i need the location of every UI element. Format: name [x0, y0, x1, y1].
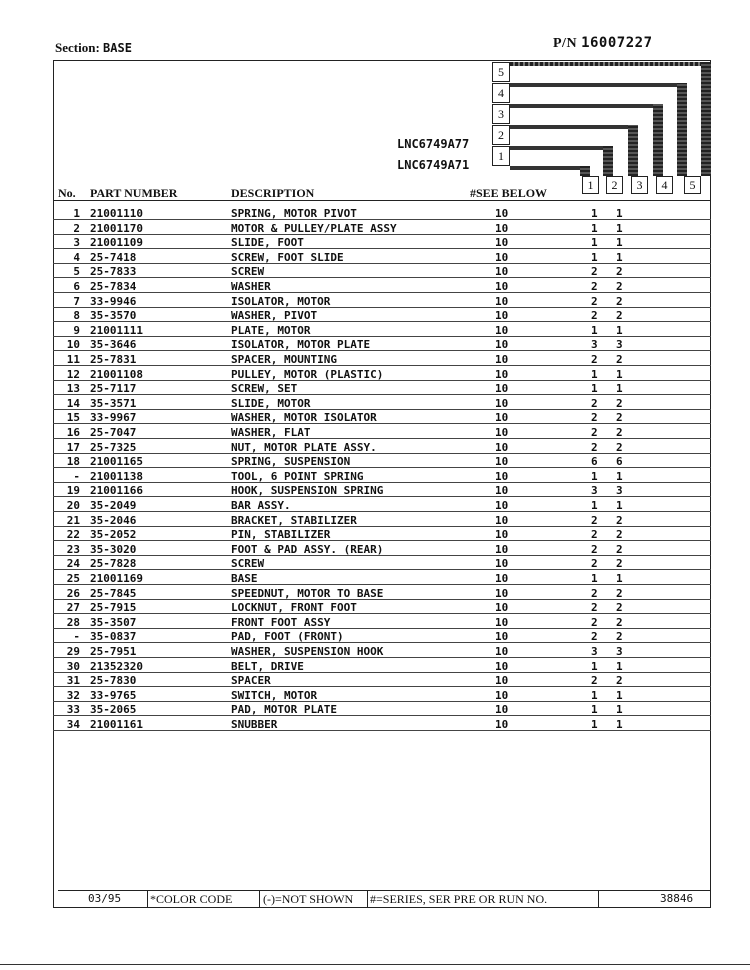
row-rule [53, 453, 711, 454]
row-qty-2: 2 [616, 280, 623, 293]
col-header-part-number: PART NUMBER [90, 186, 178, 200]
footer-sep-3 [367, 890, 368, 907]
row-see-below: 10 [495, 338, 509, 352]
row-number: 32 [66, 688, 80, 702]
row-description: WASHER, PIVOT [231, 309, 318, 323]
row-part-number: 25-7833 [90, 265, 137, 279]
row-number: 23 [66, 542, 80, 556]
row-rule [53, 657, 711, 658]
row-qty-1: 1 [591, 703, 598, 717]
row-number: 26 [66, 586, 80, 600]
row-part-number: 21001161 [90, 718, 143, 731]
row-rule [53, 482, 711, 483]
row-qty-1: 3 [591, 338, 598, 352]
row-qty-2: 2 [616, 674, 623, 688]
row-see-below: 10 [495, 557, 509, 571]
row-rule [53, 730, 711, 731]
row-description: SPACER, MOUNTING [231, 353, 337, 366]
footer-series: #=SERIES, SER PRE OR RUN NO. [370, 892, 548, 906]
row-qty-2: 1 [616, 499, 623, 512]
row-rule [53, 628, 711, 629]
qty-col-header-3: 3 [631, 176, 648, 194]
row-description: MOTOR & PULLEY/PLATE ASSY [231, 221, 397, 235]
col-header-description: DESCRIPTION [231, 186, 315, 200]
row-number: 13 [66, 382, 80, 396]
row-qty-2: 2 [616, 542, 623, 556]
row-see-below: 10 [495, 367, 509, 381]
pn-value: 16007227 [581, 35, 653, 51]
row-rule [53, 584, 711, 585]
row-number: 6 [73, 280, 80, 293]
row-number: 30 [66, 659, 80, 673]
row-number: - [73, 630, 80, 644]
row-see-below: 10 [495, 353, 509, 366]
row-rule [53, 672, 711, 673]
row-see-below: 10 [495, 382, 509, 396]
row-qty-2: 1 [616, 236, 623, 250]
row-qty-2: 3 [616, 484, 623, 498]
row-see-below: 10 [495, 528, 509, 542]
row-qty-2: 2 [616, 426, 623, 439]
row-see-below: 10 [495, 411, 509, 425]
row-part-number: 25-7828 [90, 557, 137, 571]
row-number: 5 [73, 265, 80, 279]
row-qty-1: 2 [591, 309, 598, 323]
row-qty-2: 1 [616, 323, 623, 337]
footer-not-shown: (-)=NOT SHOWN [263, 892, 354, 906]
row-see-below: 10 [495, 426, 509, 439]
row-part-number: 21001111 [90, 323, 143, 337]
row-qty-2: 2 [616, 294, 623, 308]
row-see-below: 10 [495, 718, 509, 731]
row-number: 9 [73, 323, 80, 337]
row-qty-1: 1 [591, 659, 598, 673]
row-description: BAR ASSY. [231, 499, 291, 512]
row-see-below: 10 [495, 484, 509, 498]
row-see-below: 10 [495, 221, 509, 235]
row-qty-1: 1 [591, 323, 598, 337]
row-qty-1: 6 [591, 455, 598, 469]
qty-col-header-1: 1 [582, 176, 599, 194]
row-rule [53, 234, 711, 235]
row-description: WASHER, MOTOR ISOLATOR [231, 411, 377, 425]
row-qty-2: 2 [616, 513, 623, 527]
row-part-number: 21001166 [90, 484, 143, 498]
row-part-number: 35-2065 [90, 703, 137, 717]
row-part-number: 25-7831 [90, 353, 137, 366]
step-bar-3 [653, 104, 663, 176]
row-description: WASHER [231, 280, 271, 293]
row-description: SNUBBER [231, 718, 278, 731]
row-description: ISOLATOR, MOTOR [231, 294, 331, 308]
header-rule [53, 200, 711, 201]
row-description: FOOT & PAD ASSY. (REAR) [231, 542, 384, 556]
row-qty-1: 2 [591, 411, 598, 425]
row-qty-1: 1 [591, 688, 598, 702]
row-qty-2: 3 [616, 645, 623, 658]
row-qty-2: 2 [616, 309, 623, 323]
row-number: 24 [66, 557, 80, 571]
row-number: 20 [66, 499, 80, 512]
model-number-a77: LNC6749A77 [397, 137, 470, 151]
footer-sep-2 [259, 890, 260, 907]
row-qty-1: 2 [591, 513, 598, 527]
row-see-below: 10 [495, 601, 509, 615]
row-number: 27 [66, 601, 80, 615]
row-part-number: 33-9946 [90, 294, 137, 308]
row-part-number: 25-7845 [90, 586, 137, 600]
row-rule [53, 438, 711, 439]
row-qty-1: 1 [591, 250, 598, 264]
row-number: 34 [66, 718, 80, 731]
step-bar-2 [628, 125, 638, 176]
row-see-below: 10 [495, 469, 509, 483]
row-qty-1: 1 [591, 207, 598, 220]
row-rule [53, 365, 711, 366]
row-part-number: 35-3020 [90, 542, 137, 556]
row-part-number: 21001138 [90, 469, 143, 483]
row-qty-1: 2 [591, 586, 598, 600]
row-qty-1: 1 [591, 499, 598, 512]
row-qty-2: 2 [616, 630, 623, 644]
row-number: 25 [66, 572, 80, 585]
row-description: NUT, MOTOR PLATE ASSY. [231, 440, 377, 454]
row-qty-1: 2 [591, 557, 598, 571]
step-line-1 [510, 146, 612, 150]
row-qty-2: 1 [616, 703, 623, 717]
row-number: 11 [66, 353, 80, 366]
row-rule [53, 219, 711, 220]
row-part-number: 25-7951 [90, 645, 137, 658]
row-see-below: 10 [495, 236, 509, 250]
row-part-number: 21001165 [90, 455, 143, 469]
row-see-below: 10 [495, 499, 509, 512]
row-rule [53, 715, 711, 716]
row-number: - [73, 469, 80, 483]
row-see-below: 10 [495, 615, 509, 629]
row-description: SPACER [231, 674, 271, 688]
row-qty-1: 1 [591, 718, 598, 731]
section-value: BASE [103, 41, 132, 55]
row-part-number: 35-2046 [90, 513, 137, 527]
row-rule [53, 307, 711, 308]
row-description: SLIDE, MOTOR [231, 396, 311, 410]
row-qty-1: 2 [591, 265, 598, 279]
row-number: 10 [66, 338, 80, 352]
row-see-below: 10 [495, 688, 509, 702]
row-qty-1: 2 [591, 280, 598, 293]
row-see-below: 10 [495, 513, 509, 527]
row-rule [53, 409, 711, 410]
row-description: PULLEY, MOTOR (PLASTIC) [231, 367, 384, 381]
row-see-below: 10 [495, 645, 509, 658]
footer-color-code: *COLOR CODE [150, 892, 233, 906]
row-see-below: 10 [495, 542, 509, 556]
row-number: 28 [66, 615, 80, 629]
part-number-heading [553, 35, 653, 52]
row-description: PIN, STABILIZER [231, 528, 331, 542]
step-bar-4 [677, 83, 687, 176]
row-see-below: 10 [495, 396, 509, 410]
row-qty-2: 2 [616, 528, 623, 542]
row-number: 15 [66, 411, 80, 425]
row-qty-1: 1 [591, 367, 598, 381]
row-qty-1: 2 [591, 426, 598, 439]
step-line-4 [510, 83, 686, 87]
row-qty-2: 2 [616, 353, 623, 366]
row-qty-1: 2 [591, 353, 598, 366]
section-label: Section: [55, 40, 100, 55]
row-description: BELT, DRIVE [231, 659, 304, 673]
row-description: SPRING, MOTOR PIVOT [231, 207, 357, 220]
row-number: 17 [66, 440, 80, 454]
step-line-3 [510, 104, 662, 108]
row-part-number: 25-7915 [90, 601, 137, 615]
row-qty-2: 2 [616, 440, 623, 454]
row-part-number: 33-9765 [90, 688, 137, 702]
row-qty-1: 1 [591, 469, 598, 483]
row-see-below: 10 [495, 455, 509, 469]
row-part-number: 21001108 [90, 367, 143, 381]
row-rule [53, 569, 711, 570]
model-number-a71: LNC6749A71 [397, 158, 470, 172]
row-rule [53, 394, 711, 395]
row-qty-1: 2 [591, 542, 598, 556]
row-see-below: 10 [495, 572, 509, 585]
row-rule [53, 321, 711, 322]
row-qty-2: 1 [616, 469, 623, 483]
row-see-below: 10 [495, 630, 509, 644]
page-bottom-rule [0, 964, 750, 965]
step-line-5 [510, 62, 710, 66]
footer-sep-4 [598, 890, 599, 907]
row-part-number: 21001169 [90, 572, 143, 585]
row-qty-1: 2 [591, 294, 598, 308]
row-qty-2: 1 [616, 659, 623, 673]
row-number: 29 [66, 645, 80, 658]
row-part-number: 25-7418 [90, 250, 137, 264]
row-description: TOOL, 6 POINT SPRING [231, 469, 364, 483]
row-number: 16 [66, 426, 80, 439]
row-rule [53, 526, 711, 527]
row-qty-1: 2 [591, 615, 598, 629]
row-rule [53, 248, 711, 249]
row-qty-2: 1 [616, 250, 623, 264]
row-qty-1: 1 [591, 221, 598, 235]
row-qty-2: 2 [616, 265, 623, 279]
row-part-number: 35-2049 [90, 499, 137, 512]
row-part-number: 25-7834 [90, 280, 137, 293]
step-box-1: 1 [492, 146, 510, 166]
step-line-2 [510, 125, 637, 129]
row-see-below: 10 [495, 294, 509, 308]
row-qty-2: 6 [616, 455, 623, 469]
row-description: SCREW [231, 557, 265, 571]
row-qty-2: 1 [616, 221, 623, 235]
row-qty-1: 1 [591, 382, 598, 396]
step-box-2: 2 [492, 125, 510, 145]
row-description: SPEEDNUT, MOTOR TO BASE [231, 586, 384, 600]
row-description: HOOK, SUSPENSION SPRING [231, 484, 384, 498]
row-part-number: 21352320 [90, 659, 143, 673]
row-qty-2: 2 [616, 396, 623, 410]
row-see-below: 10 [495, 265, 509, 279]
row-see-below: 10 [495, 440, 509, 454]
row-rule [53, 277, 711, 278]
qty-col-header-5: 5 [684, 176, 701, 194]
row-qty-1: 2 [591, 396, 598, 410]
row-description: SCREW, SET [231, 382, 298, 396]
row-rule [53, 380, 711, 381]
row-see-below: 10 [495, 323, 509, 337]
row-part-number: 35-3570 [90, 309, 137, 323]
row-rule [53, 642, 711, 643]
row-rule [53, 613, 711, 614]
row-part-number: 35-3646 [90, 338, 137, 352]
qty-col-header-4: 4 [656, 176, 673, 194]
footer-doc-number: 38846 [660, 892, 694, 905]
row-qty-2: 1 [616, 572, 623, 585]
row-qty-2: 3 [616, 338, 623, 352]
row-part-number: 33-9967 [90, 411, 137, 425]
row-description: LOCKNUT, FRONT FOOT [231, 601, 357, 615]
row-description: SCREW, FOOT SLIDE [231, 250, 344, 264]
row-description: PAD, FOOT (FRONT) [231, 630, 344, 644]
row-see-below: 10 [495, 703, 509, 717]
row-number: 33 [66, 703, 80, 717]
row-part-number: 21001110 [90, 207, 143, 220]
row-see-below: 10 [495, 586, 509, 600]
row-number: 3 [73, 236, 80, 250]
row-number: 31 [66, 674, 80, 688]
row-part-number: 21001170 [90, 221, 143, 235]
row-rule [53, 511, 711, 512]
footer-date: 03/95 [88, 892, 122, 905]
row-qty-2: 2 [616, 411, 623, 425]
row-qty-2: 1 [616, 688, 623, 702]
row-qty-2: 2 [616, 615, 623, 629]
row-number: 12 [66, 367, 80, 381]
row-qty-1: 2 [591, 630, 598, 644]
footer-sep-1 [147, 890, 148, 907]
row-qty-2: 2 [616, 557, 623, 571]
row-part-number: 35-3571 [90, 396, 137, 410]
row-number: 1 [73, 207, 80, 220]
row-part-number: 35-2052 [90, 528, 137, 542]
row-description: WASHER, SUSPENSION HOOK [231, 645, 384, 658]
pn-label: P/N [553, 36, 578, 51]
section-heading [55, 40, 132, 56]
row-qty-2: 1 [616, 718, 623, 731]
row-description: BRACKET, STABILIZER [231, 513, 357, 527]
row-description: ISOLATOR, MOTOR PLATE [231, 338, 371, 352]
row-part-number: 25-7830 [90, 674, 137, 688]
row-rule [53, 263, 711, 264]
row-rule [53, 686, 711, 687]
row-qty-1: 1 [591, 236, 598, 250]
row-description: PLATE, MOTOR [231, 323, 311, 337]
row-rule [53, 599, 711, 600]
row-rule [53, 423, 711, 424]
row-part-number: 21001109 [90, 236, 143, 250]
row-number: 14 [66, 396, 80, 410]
row-qty-1: 2 [591, 601, 598, 615]
row-qty-2: 1 [616, 382, 623, 396]
row-part-number: 35-3507 [90, 615, 137, 629]
row-qty-2: 2 [616, 586, 623, 600]
row-see-below: 10 [495, 309, 509, 323]
col-header-see-below: #SEE BELOW [470, 186, 548, 200]
step-box-5: 5 [492, 62, 510, 82]
row-description: WASHER, FLAT [231, 426, 311, 439]
row-qty-1: 3 [591, 484, 598, 498]
row-part-number: 25-7117 [90, 382, 137, 396]
row-number: 22 [66, 528, 80, 542]
row-description: SCREW [231, 265, 265, 279]
step-bar-1 [603, 146, 613, 176]
row-part-number: 35-0837 [90, 630, 137, 644]
row-see-below: 10 [495, 659, 509, 673]
step-line-0 [510, 166, 590, 170]
step-bar-5 [701, 62, 711, 176]
row-rule [53, 336, 711, 337]
row-part-number: 25-7325 [90, 440, 137, 454]
row-description: SLIDE, FOOT [231, 236, 304, 250]
row-qty-2: 1 [616, 367, 623, 381]
row-rule [53, 555, 711, 556]
row-rule [53, 292, 711, 293]
row-number: 4 [73, 250, 80, 264]
row-qty-2: 2 [616, 601, 623, 615]
row-description: BASE [231, 572, 258, 585]
row-rule [53, 701, 711, 702]
row-qty-1: 2 [591, 674, 598, 688]
row-number: 18 [66, 455, 80, 469]
row-rule [53, 540, 711, 541]
row-qty-1: 2 [591, 440, 598, 454]
row-description: PAD, MOTOR PLATE [231, 703, 337, 717]
row-see-below: 10 [495, 674, 509, 688]
row-see-below: 10 [495, 280, 509, 293]
row-qty-1: 3 [591, 645, 598, 658]
row-rule [53, 467, 711, 468]
row-see-below: 10 [495, 250, 509, 264]
qty-col-header-2: 2 [606, 176, 623, 194]
step-bar-0 [580, 166, 590, 176]
row-qty-1: 2 [591, 528, 598, 542]
step-box-3: 3 [492, 104, 510, 124]
step-box-4: 4 [492, 83, 510, 103]
row-number: 2 [73, 221, 80, 235]
row-rule [53, 350, 711, 351]
row-number: 21 [66, 513, 80, 527]
row-qty-1: 1 [591, 572, 598, 585]
col-header-no: No. [58, 186, 76, 200]
row-see-below: 10 [495, 207, 509, 220]
row-qty-2: 1 [616, 207, 623, 220]
row-number: 7 [73, 294, 80, 308]
row-number: 19 [66, 484, 80, 498]
row-description: SPRING, SUSPENSION [231, 455, 351, 469]
row-description: FRONT FOOT ASSY [231, 615, 331, 629]
row-description: SWITCH, MOTOR [231, 688, 318, 702]
row-rule [53, 496, 711, 497]
row-number: 8 [73, 309, 80, 323]
row-part-number: 25-7047 [90, 426, 137, 439]
